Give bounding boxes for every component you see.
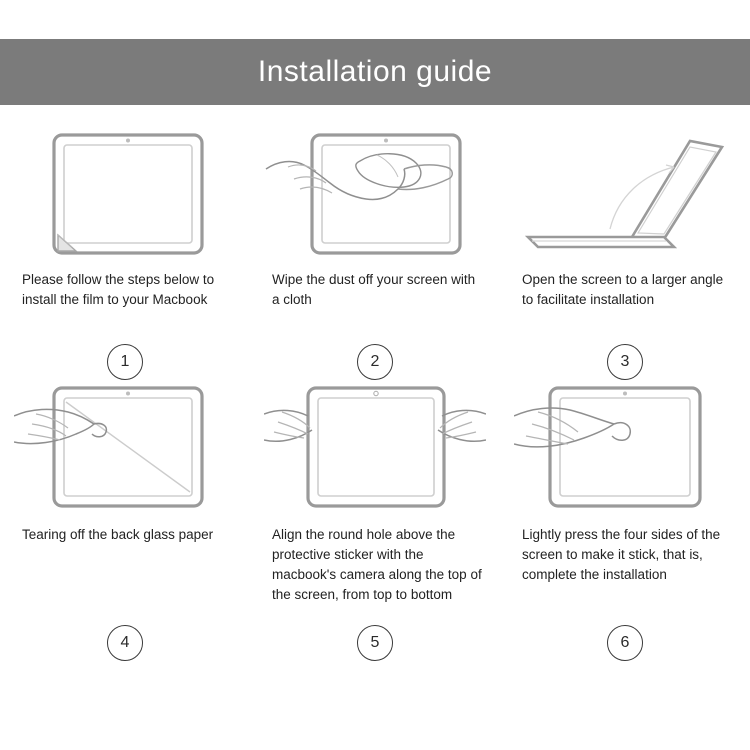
- step-caption-3: Open the screen to a larger angle to facilitate installation: [522, 272, 724, 307]
- illustration-tablet-with-film-peel: [14, 125, 236, 260]
- step-caption-1: Please follow the steps below to install the film to your Macbook: [22, 272, 215, 307]
- step-caption-4: Tearing off the back glass paper: [22, 527, 214, 542]
- step-card-4: [0, 380, 250, 661]
- step-number-4: 4: [107, 625, 143, 661]
- step-number-1: 1: [107, 344, 143, 380]
- step-number-2: 2: [357, 344, 393, 380]
- step-card-1: [0, 125, 250, 380]
- step-card-5: [250, 380, 500, 661]
- header-banner: [0, 39, 750, 105]
- steps-grid: [0, 125, 750, 661]
- step-caption-2: Wipe the dust off your screen with a cloth: [272, 272, 476, 307]
- page-title: Installation guide: [257, 55, 493, 88]
- step-card-2: [250, 125, 500, 380]
- step-caption-6: Lightly press the four sides of the screen to make it stick, that is, complete the installation: [522, 527, 721, 582]
- step-card-3: [500, 125, 750, 380]
- illustration-hand-pressing-screen-edges: [514, 380, 736, 515]
- illustration-two-hands-aligning-film: [264, 380, 486, 515]
- step-caption-5: Align the round hole above the protective sticker with the macbook's camera along the top of the screen, from top to bottom: [272, 527, 482, 602]
- illustration-hand-peeling-back-paper: [14, 380, 236, 515]
- step-card-6: [500, 380, 750, 661]
- illustration-hand-wiping-screen-with-cloth: [264, 125, 486, 260]
- illustration-laptop-open-angle: [514, 125, 736, 260]
- step-number-5: 5: [357, 625, 393, 661]
- step-number-3: 3: [607, 344, 643, 380]
- step-number-6: 6: [607, 625, 643, 661]
